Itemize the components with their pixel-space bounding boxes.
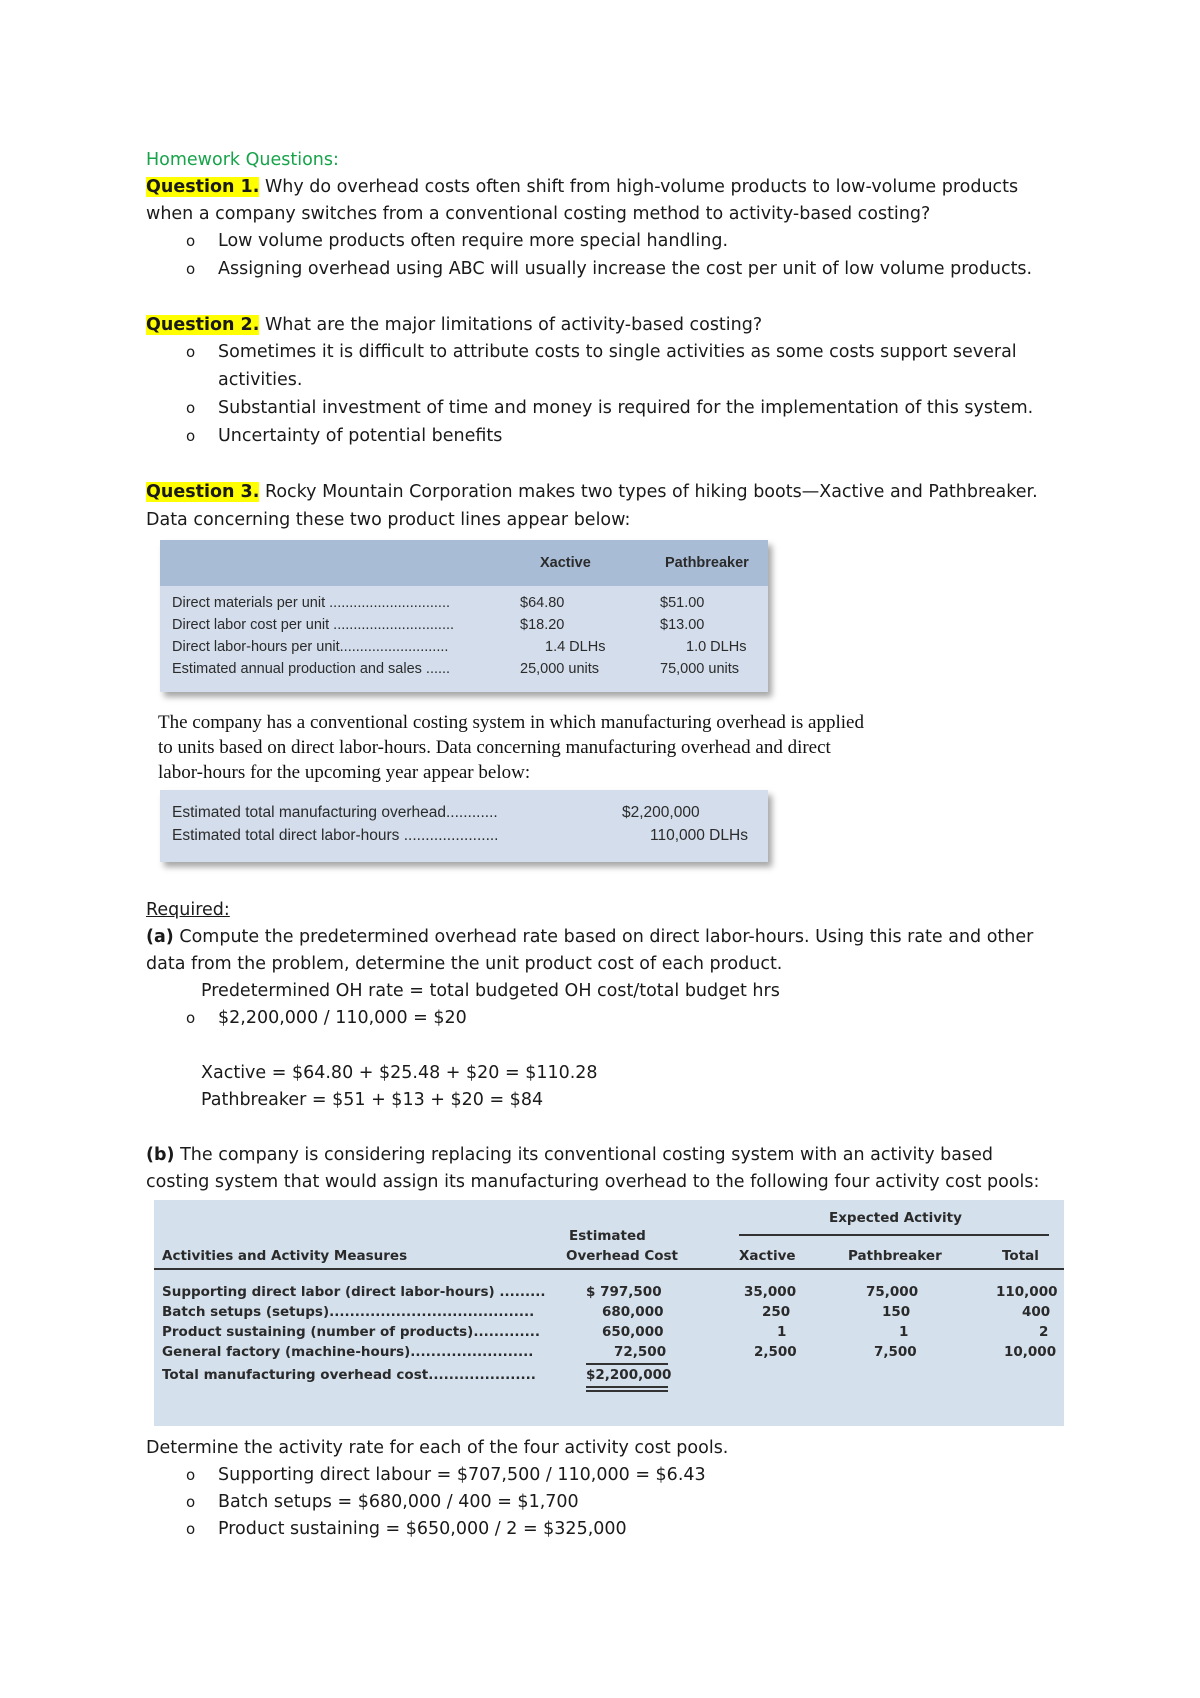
cell-pathbreaker: $13.00 xyxy=(660,617,705,633)
abc-pathbreaker: 75,000 xyxy=(866,1284,919,1300)
homework-heading: Homework Questions: xyxy=(146,150,339,170)
question-1-text: Why do overhead costs often shift from high-volume products to low-volume products xyxy=(259,177,1019,197)
conventional-text-line-3: labor-hours for the upcoming year appear below: xyxy=(158,762,531,783)
abc-pathbreaker: 7,500 xyxy=(874,1344,917,1360)
abc-total: 10,000 xyxy=(1004,1344,1057,1360)
abc-cost: 72,500 xyxy=(614,1344,667,1360)
conventional-text-line-2: to units based on direct labor-hours. Data concerning manufacturing overhead and direct xyxy=(158,737,831,758)
abc-xactive: 250 xyxy=(762,1304,791,1320)
abc-xactive: 35,000 xyxy=(744,1284,797,1300)
cell-pathbreaker: $51.00 xyxy=(660,595,705,611)
document-page: Homework Questions: Question 1. Why do overhead costs often shift from high-volume products to low-volume products when a company switches from a conventional costing method to activity-based costing? o Low volume products often require more special handling. o Assigning overhead using ABC will usually increase the cost per unit of low volume products. Question 2. What are the major limitations of activity-based costing? o Sometimes it is difficult to attribute costs to single activities as some costs support several activities. o Substantial investment of time and money is required for the implementation of this system. o Uncertainty of potential benefits Question 3. Rocky Mountain Corporation makes two types of hiking boots—Xactive and Pathbreaker. Data concerning these two product lines appear below: Xactive Pathbreaker Direct materials per unit .............................. $64.80 $51.00 Direct labor cost per unit .............................. $18.20 $13.00 Direct labor-hours per unit........................... 1.4 DLHs 1.0 DLHs Estimated annual production and sales ...... 25,000 units 75,000 units The company has a conventional costing system in which manufacturing overhead is applied to units based on direct labor-hours. Data concerning manufacturing overhead and direct labor-hours for the upcoming year appear below: Estimated total manufacturing overhead............ $2,200,000 Estimated total direct labor-hours ...................... 110,000 DLHs Required: (a) Compute the predetermined overhead rate based on direct labor-hours. Using this rate and other data from the problem, determine the unit product cost of each product. Predetermined OH rate = total budgeted OH cost/total budget hrs o $2,200,000 / 110,000 = $20 Xactive = $64.80 + $25.48 + $20 = $110.28 Pathbreaker = $51 + $13 + $20 = $84 (b) The company is considering replacing its conventional costing system with an activity based costing system that would assign its manufacturing overhead to the following four activity cost pools: Expected Activity Estimated Activities and Activity Measures Overhead Cost Xactive Pathbreaker Total Supporting direct labor (direct labor-hours) ......... $ 797,500 35,000 75,000 110,000 Batch setups (setups)........................................ 680,000 250 150 400 Product sustaining (number of products)............. 650,000 1 1 2 General factory (machine-hours)........................ 72,500 2,500 7,500 10,000 Total manufacturing overhead cost..................... $2,200,000 Determine the activity rate for each of the four activity cost pools. o Supporting direct labour = $707,500 / 110,000 = $6.43 o Batch setups = $680,000 / 400 = $1,700 o Product sustaining = $650,000 / 2 = $325,000 xyxy=(0,0,1200,1698)
cell-value: 110,000 DLHs xyxy=(650,827,748,844)
question-3-line-1: Question 3. Rocky Mountain Corporation makes two types of hiking boots—Xactive and Pathbreaker. xyxy=(146,482,1038,502)
bullet-circle-icon: o xyxy=(186,260,196,278)
row-label: Estimated total direct labor-hours ...................... xyxy=(172,827,499,844)
subtotal-rule xyxy=(586,1363,668,1365)
cell-pathbreaker: 1.0 DLHs xyxy=(686,639,747,655)
double-rule-1 xyxy=(586,1386,668,1388)
bullet-circle-icon: o xyxy=(186,1466,196,1484)
abc-total-label: Total manufacturing overhead cost..................... xyxy=(162,1367,536,1383)
formula-line: Predetermined OH rate = total budgeted OH cost/total budget hrs xyxy=(201,981,780,1001)
col-estimated-1: Estimated xyxy=(569,1228,646,1244)
row-label: Direct labor-hours per unit........................... xyxy=(172,639,449,655)
abc-activity-table xyxy=(154,1200,1064,1426)
cell-xactive: 1.4 DLHs xyxy=(545,639,606,655)
question-2-label: Question 2. xyxy=(146,315,260,335)
part-a-line-1: (a) Compute the predetermined overhead rate based on direct labor-hours. Using this rate and other xyxy=(146,927,1034,947)
cell-pathbreaker: 75,000 units xyxy=(660,661,740,677)
bullet-circle-icon: o xyxy=(186,427,196,445)
bullet-circle-icon: o xyxy=(186,232,196,250)
part-a-line-2: data from the problem, determine the unit product cost of each product. xyxy=(146,954,783,974)
cell-value: $2,200,000 xyxy=(622,804,700,821)
abc-xactive: 2,500 xyxy=(754,1344,797,1360)
part-b-line-1: (b) The company is considering replacing its conventional costing system with an activity based xyxy=(146,1145,994,1165)
product-data-table xyxy=(160,540,768,692)
row-label: Estimated annual production and sales ...... xyxy=(172,661,451,677)
bullet-circle-icon: o xyxy=(186,1493,196,1511)
question-1-label: Question 1. xyxy=(146,177,260,197)
col-total: Total xyxy=(1002,1248,1039,1264)
row-label: Estimated total manufacturing overhead............ xyxy=(172,804,498,821)
abc-pathbreaker: 150 xyxy=(882,1304,911,1320)
abc-total: 110,000 xyxy=(996,1284,1058,1300)
required-label: Required: xyxy=(146,900,230,920)
question-2-line: Question 2. What are the major limitations of activity-based costing? xyxy=(146,315,763,335)
abc-total: 2 xyxy=(1039,1324,1049,1340)
question-3-label: Question 3. xyxy=(146,482,260,502)
row-label: Direct labor cost per unit .............................. xyxy=(172,617,455,633)
col-estimated-2: Overhead Cost xyxy=(566,1248,679,1264)
bullet-circle-icon: o xyxy=(186,1520,196,1538)
bullet-circle-icon: o xyxy=(186,1009,196,1027)
col-pathbreaker: Pathbreaker xyxy=(665,555,749,571)
col-pathbreaker: Pathbreaker xyxy=(848,1248,942,1264)
header-rule xyxy=(739,1234,1049,1236)
abc-cost: $ 797,500 xyxy=(586,1284,662,1300)
abc-xactive: 1 xyxy=(777,1324,787,1340)
cell-xactive: 25,000 units xyxy=(520,661,600,677)
cell-xactive: $18.20 xyxy=(520,617,565,633)
row-label: Direct materials per unit .............................. xyxy=(172,595,450,611)
cell-xactive: $64.80 xyxy=(520,595,565,611)
abc-total: 400 xyxy=(1022,1304,1051,1320)
col-xactive: Xactive xyxy=(540,555,591,571)
columns-rule xyxy=(154,1268,1064,1270)
abc-row-label: Batch setups (setups)........................................ xyxy=(162,1304,535,1320)
overhead-table xyxy=(160,790,768,862)
pathbreaker-cost-line: Pathbreaker = $51 + $13 + $20 = $84 xyxy=(201,1090,544,1110)
abc-row-label: Supporting direct labor (direct labor-hours) ......... xyxy=(162,1284,546,1300)
bullet-circle-icon: o xyxy=(186,399,196,417)
col-xactive: Xactive xyxy=(739,1248,796,1264)
q2-bullet-1-continued: activities. xyxy=(218,370,303,390)
col-activities: Activities and Activity Measures xyxy=(162,1248,408,1264)
conventional-text-line-1: The company has a conventional costing system in which manufacturing overhead is applied xyxy=(158,712,864,733)
bullet-circle-icon: o xyxy=(186,343,196,361)
question-1-line-2: when a company switches from a conventional costing method to activity-based costing? xyxy=(146,204,931,224)
abc-pathbreaker: 1 xyxy=(899,1324,909,1340)
expected-activity-header: Expected Activity xyxy=(829,1210,962,1226)
part-b-line-2: costing system that would assign its manufacturing overhead to the following four activity cost pools: xyxy=(146,1172,1040,1192)
abc-row-label: Product sustaining (number of products)............. xyxy=(162,1324,541,1340)
abc-total-cost: $2,200,000 xyxy=(586,1367,672,1383)
question-1-line-1 xyxy=(146,175,1018,199)
abc-cost: 650,000 xyxy=(602,1324,664,1340)
double-rule-2 xyxy=(586,1390,668,1392)
activity-rates-intro: Determine the activity rate for each of the four activity cost pools. xyxy=(146,1438,729,1458)
xactive-cost-line: Xactive = $64.80 + $25.48 + $20 = $110.28 xyxy=(201,1063,598,1083)
question-3-line-2: Data concerning these two product lines appear below: xyxy=(146,510,631,530)
abc-row-label: General factory (machine-hours)........................ xyxy=(162,1344,534,1360)
abc-cost: 680,000 xyxy=(602,1304,664,1320)
